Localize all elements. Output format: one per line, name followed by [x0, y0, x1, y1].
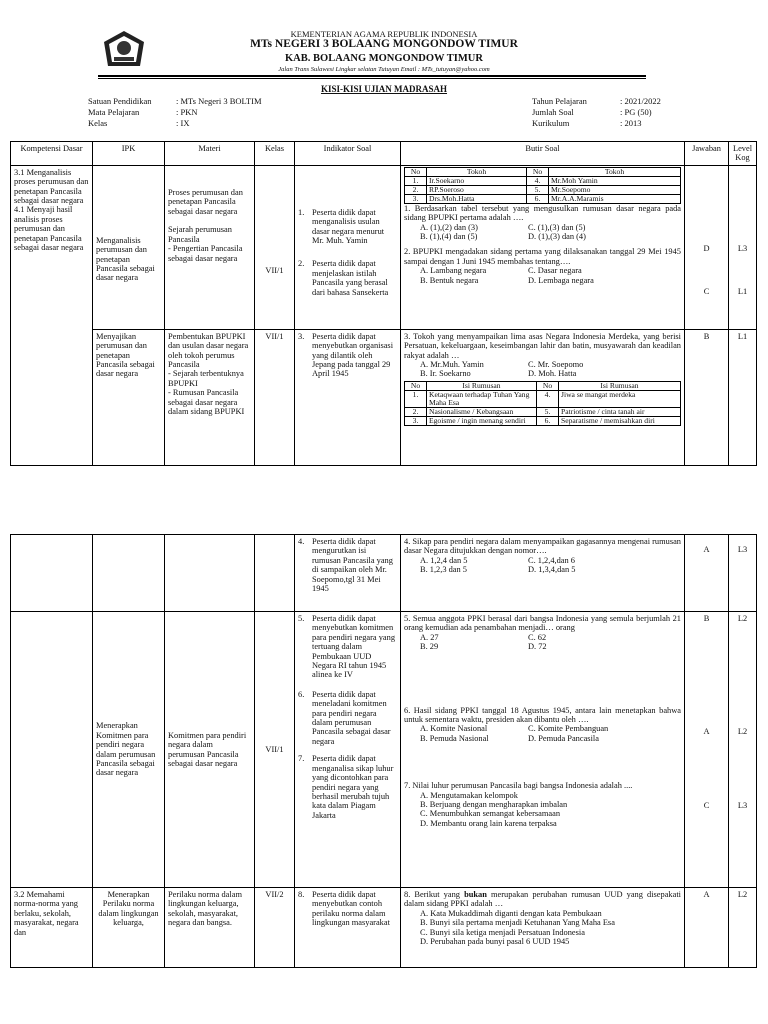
jawaban-1: D	[703, 243, 710, 253]
ipk-cell: Menganalisis perumusan dan penetapan Pancasila sebagai dasar negara	[93, 165, 165, 329]
option: B. (1),(4) dan (5)	[420, 231, 478, 241]
info-left-value-0: : MTs Negeri 3 BOLTIM	[176, 96, 262, 106]
option: A. (1),(2) dan (3)	[420, 222, 478, 232]
tokoh-cell: 3.	[405, 194, 427, 203]
tokoh-cell: 2.	[405, 185, 427, 194]
option: D. 72	[528, 642, 547, 652]
rumusan-cell: 3.	[405, 416, 427, 425]
indikator-5: 5. Peserta didik dapat menyebutkan komitmen para pendiri negara yang tertuang dalam Pembukaan UUD Negara RI tahun 1945 alinea ke IV	[298, 614, 396, 680]
tokoh-cell: Mr.Soepomo	[549, 185, 681, 194]
jawaban-cell	[685, 612, 729, 888]
question-7: 7. Nilai luhur perumusan Pancasila bagi bangsa Indonesia adalah ....	[404, 781, 633, 791]
col-header-kd: Kompetensi Dasar	[11, 142, 93, 166]
info-right-label-0: Tahun Pelajaran	[532, 96, 587, 106]
butir-cell	[401, 165, 685, 329]
col-header-indikator: Indikator Soal	[295, 142, 401, 166]
tokoh-cell: 5.	[527, 185, 549, 194]
option: B. 1,2,3 dan 5	[420, 565, 467, 575]
col-header-level: Level Kog	[729, 142, 757, 166]
indikator-6: 6. Peserta didik dapat meneladani komitmen para pendiri negara dalam perumusan Pancasila sebagai dasar negara	[298, 689, 391, 746]
materi-cell: Perilaku norma dalam lingkungan keluarga, sekolah, masyarakat, negara dan bangsa.	[165, 888, 255, 968]
materi-cell	[165, 535, 255, 612]
option: D. (1),(3) dan (4)	[528, 231, 586, 241]
question-3: 3. Tokoh yang menyampaikan lima asas Negara Indonesia Merdeka, yang berisi Persatuan, kekeluargaan, keseimbangan lahir dan batin, musyawarah dan keadilan rakyat adalah …	[404, 331, 681, 360]
school-address: Jalan Trans Sulawesi Lingkar selatan Tutuyan Email : MTs_tutuyan@yahoo.com	[278, 66, 490, 73]
tokoh-cell: 6.	[527, 194, 549, 203]
document-title: KISI-KISI UJIAN MADRASAH	[320, 84, 448, 94]
jawaban-2: C	[703, 287, 710, 297]
rumusan-cell: 4.	[537, 390, 559, 407]
question-6: 6. Hasil sidang PPKI tanggal 18 Agustus 1945, antara lain menetapkan bahwa untuk sementara waktu, presiden akan dibantu oleh ….	[404, 705, 681, 725]
kd-cell: 3.2 Memahami norma-norma yang berlaku, sekolah, masyarakat, negara dan	[11, 888, 93, 968]
option: B. 29	[420, 642, 439, 652]
rumusan-cell: 6.	[537, 416, 559, 425]
ipk-cell	[93, 535, 165, 612]
tokoh-cell: Mr.Moh Yamin	[549, 176, 681, 185]
materi-cell: Proses perumusan dan penetapan Pancasila sebagai dasar negara Sejarah perumusan Pancasila - Pengertian Pancasila sebagai dasar negara	[165, 165, 255, 329]
indikator-4: 4. Peserta didik dapat mengurutkan isi rumusan Pancasila yang di sampaikan oleh Mr. Soepomo,tgl 31 Mei 1945	[298, 537, 393, 594]
rumusan-cell: Nasionalisme / Kebangsaan	[427, 407, 537, 416]
indikator-2: 2. Peserta didik dapat menjelaskan istilah Pancasila yang berasal dari bahasa Sansekerta	[298, 259, 389, 297]
option: B. Berjuang dengan mengharapkan imbalan	[420, 800, 568, 810]
indikator-1: 1. Peserta didik dapat menganalisis usulan dasar negara menurut Mr. Muh. Yamin	[298, 207, 385, 246]
rumusan-cell: Patriotisme / cinta tanah air	[559, 407, 681, 416]
indikator-cell	[295, 535, 401, 612]
rumusan-cell: Separatisme / memisahkan diri	[559, 416, 681, 425]
rumusan-head-isi-2: Isi Rumusan	[559, 381, 681, 390]
indikator-cell	[295, 888, 401, 968]
butir-cell	[401, 888, 685, 968]
jawaban-cell: B	[685, 329, 729, 465]
level-cell: L1	[729, 329, 757, 465]
indikator-7: 7. Peserta didik dapat menganalisa sikap luhur yang dicontohkan para pendiri negara yang berhasil merubah tujuh kata dalam Piagam Jakarta	[298, 754, 394, 820]
rumusan-cell: 5.	[537, 407, 559, 416]
rumusan-cell: 2.	[405, 407, 427, 416]
option: D. Moh. Hatta	[528, 369, 577, 379]
rumusan-table	[404, 381, 681, 426]
rumusan-cell: 1.	[405, 390, 427, 407]
col-header-ipk: IPK	[93, 142, 165, 166]
tokoh-head-tokoh-2: Tokoh	[549, 167, 681, 176]
option: C. Bunyi sila ketiga menjadi Persatuan Indonesia	[420, 927, 585, 937]
ipk-cell: Menyajikan perumusan dan penetapan Pancasila sebagai dasar negara	[93, 329, 165, 465]
option: A. Komite Nasional	[420, 724, 488, 734]
info-left-value-1: : PKN	[176, 107, 198, 117]
rumusan-head-isi: Isi Rumusan	[427, 381, 537, 390]
ministry-name: KEMENTERIAN AGAMA REPUBLIK INDONESIA	[290, 29, 478, 39]
table-row	[11, 329, 757, 465]
rumusan-head-no-2: No	[537, 381, 559, 390]
jawaban-7: C	[703, 800, 710, 810]
rumusan-cell: Ketaqwaan terhadap Tuhan Yang Maha Esa	[427, 390, 537, 407]
info-right-value-0: : 2021/2022	[620, 96, 661, 106]
question-1: 1. Berdasarkan tabel tersebut yang mengusulkan rumusan dasar negara pada sidang BPUPKI pertama adalah ….	[404, 203, 681, 223]
tokoh-head-tokoh: Tokoh	[427, 167, 527, 176]
table-row	[11, 535, 757, 612]
option: C. Dasar negara	[528, 266, 582, 276]
option: C. Menumbuhkan semangat kebersamaan	[420, 809, 561, 819]
col-header-materi: Materi	[165, 142, 255, 166]
indikator-3: 3. Peserta didik dapat menyebutkan organisasi yang dilantik oleh Jepang pada tanggal 29 April 1945	[298, 331, 394, 379]
info-left-label-2: Kelas	[88, 118, 108, 128]
kelas-cell	[255, 535, 295, 612]
info-right-label-1: Jumlah Soal	[532, 107, 574, 117]
info-right-value-2: : 2013	[620, 118, 642, 128]
col-header-butir: Butir Soal	[401, 142, 685, 166]
rumusan-cell: Jiwa se mangat merdeka	[559, 390, 681, 407]
butir-cell	[401, 612, 685, 888]
options-1	[404, 223, 681, 242]
tokoh-cell: RP.Soeroso	[427, 185, 527, 194]
option: C. Komite Pembanguan	[528, 724, 609, 734]
kd-cell: 3.1 Menganalisis proses perumusan dan penetapan Pancasila sebagai dasar negara 4.1 Menyaji hasil analisis proses perumusan dan penetapan Pancasila sebagai dasar negara	[11, 165, 93, 465]
info-right-value-1: : PG (50)	[620, 107, 652, 117]
header-rule-thick	[98, 75, 646, 77]
tokoh-cell: Ir.Soekarno	[427, 176, 527, 185]
jawaban-cell: A	[685, 535, 729, 612]
tokoh-cell: Drs.Moh.Hatta	[427, 194, 527, 203]
kelas-cell: VII/1	[255, 612, 295, 888]
option: A. 27	[420, 632, 439, 642]
jawaban-6: A	[703, 727, 710, 737]
jawaban-cell	[685, 165, 729, 329]
tokoh-cell: 4.	[527, 176, 549, 185]
info-left-value-2: : IX	[176, 118, 190, 128]
option: B. Bunyi sila pertama menjadi Ketuhanan Yang Maha Esa	[420, 918, 615, 928]
option: D. 1,3,4,dan 5	[528, 565, 576, 575]
rumusan-cell: Egoisme / ingin menang sendiri	[427, 416, 537, 425]
ipk-cell: Menerapkan Komitmen para pendiri negara dalam perumusan Pancasila sebagai dasar negara	[93, 612, 165, 888]
options-2	[404, 266, 681, 285]
tokoh-head-no-2: No	[527, 167, 549, 176]
option: C. Mr. Soepomo	[528, 360, 584, 370]
kelas-cell: VII/2	[255, 888, 295, 968]
options-5	[404, 633, 681, 652]
options-4	[404, 556, 681, 575]
table-header-row	[11, 142, 757, 166]
level-cell	[729, 612, 757, 888]
question-8: 8. Berikut yang bukan merupakan perubahan rumusan UUD yang disepakati dalam sidang PPKI adalah …	[404, 890, 681, 909]
header-rule-thin	[98, 78, 646, 79]
level-cell: L3	[729, 535, 757, 612]
info-left-label-0: Satuan Pendidikan	[88, 96, 152, 106]
level-cell	[729, 165, 757, 329]
level-2: L1	[737, 287, 748, 297]
kelas-cell: VII/1	[255, 165, 295, 329]
table-row	[11, 888, 757, 968]
indikator-cell	[295, 612, 401, 888]
ipk-cell: Menerapkan Perilaku norma dalam lingkungan keluarga,	[93, 888, 165, 968]
question-4: 4. Sikap para pendiri negara dalam menyampaikan gagasannya mengenai rumusan dasar Negara ditujukkan dengan nomor….	[404, 537, 681, 556]
kisi-kisi-table-page2	[10, 534, 757, 968]
materi-cell: Pembentukan BPUPKI dan usulan dasar negara oleh tokoh perumus Pancasila - Sejarah terbentuknya BPUPKI - Rumusan Pancasila sebagai dasar negara dalam sidang BPUPKI	[165, 329, 255, 465]
question-2: 2. BPUPKI mengadakan sidang pertama yang dilaksanakan tanggal 29 Mei 1945 sampai dengan 1 Juni 1945 membahas tentang….	[404, 247, 681, 266]
kd-cell	[11, 535, 93, 612]
rumusan-head-no: No	[405, 381, 427, 390]
option: D. Membantu orang lain karena terpaksa	[420, 818, 557, 828]
indikator-cell	[295, 165, 401, 329]
option: A. Kata Mukaddimah diganti dengan kata Pembukaan	[420, 908, 602, 918]
indikator-8: 8. Peserta didik dapat menyebutkan contoh perilaku norma dalam lingkungan masyarakat	[298, 890, 390, 928]
col-header-jawaban: Jawaban	[685, 142, 729, 166]
kisi-kisi-table-page1	[10, 141, 757, 466]
jawaban-cell: A	[685, 888, 729, 968]
tokoh-cell: 1.	[405, 176, 427, 185]
option: D. Perubahan pada bunyi pasal 6 UUD 1945	[420, 937, 570, 947]
option: A. 1,2,4 dan 5	[420, 555, 468, 565]
option: A. Mengutamakan kelompok	[420, 790, 518, 800]
tokoh-table	[404, 167, 681, 204]
question-5: 5. Semua anggota PPKI berasal dari bangsa Indonesia yang semula berjumlah 21 orang kemudian ada penambahan menjadi… orang	[404, 614, 681, 633]
level-5: L2	[737, 614, 748, 623]
letterhead	[0, 0, 768, 80]
tokoh-cell: Mr.A.A.Maramis	[549, 194, 681, 203]
option: B. Ir. Soekarno	[420, 369, 471, 379]
butir-cell	[401, 535, 685, 612]
kd-cell	[11, 612, 93, 888]
level-7: L3	[737, 800, 748, 810]
table-row	[11, 165, 757, 329]
table-row	[11, 612, 757, 888]
col-header-kelas: Kelas	[255, 142, 295, 166]
kelas-cell: VII/1	[255, 329, 295, 465]
regency-name: KAB. BOLAANG MONGONDOW TIMUR	[285, 53, 483, 64]
level-1: L3	[737, 243, 748, 253]
option: B. Pemuda Nasional	[420, 733, 489, 743]
option: C. 62	[528, 632, 547, 642]
info-left-label-1: Mata Pelajaran	[88, 107, 140, 117]
school-name: MTs NEGERI 3 BOLAANG MONGONDOW TIMUR	[250, 38, 518, 50]
option: D. Lembaga negara	[528, 275, 594, 285]
option: D. Pemuda Pancasila	[528, 733, 599, 743]
indikator-cell	[295, 329, 401, 465]
materi-cell: Komitmen para pendiri negara dalam perumusan Pancasila sebagai dasar negara	[165, 612, 255, 888]
level-cell: L2	[729, 888, 757, 968]
option: A. Mr.Muh. Yamin	[420, 360, 484, 370]
butir-cell	[401, 329, 685, 465]
option: B. Bentuk negara	[420, 275, 479, 285]
options-3	[404, 360, 681, 379]
options-6	[404, 724, 681, 743]
option: A. Lambang negara	[420, 266, 487, 276]
option: C. (1),(3) dan (5)	[528, 222, 586, 232]
info-right-label-2: Kurikulum	[532, 118, 570, 128]
level-6: L2	[737, 727, 748, 737]
tokoh-head-no: No	[405, 167, 427, 176]
jawaban-5: B	[703, 614, 710, 623]
option: C. 1,2,4,dan 6	[528, 555, 575, 565]
